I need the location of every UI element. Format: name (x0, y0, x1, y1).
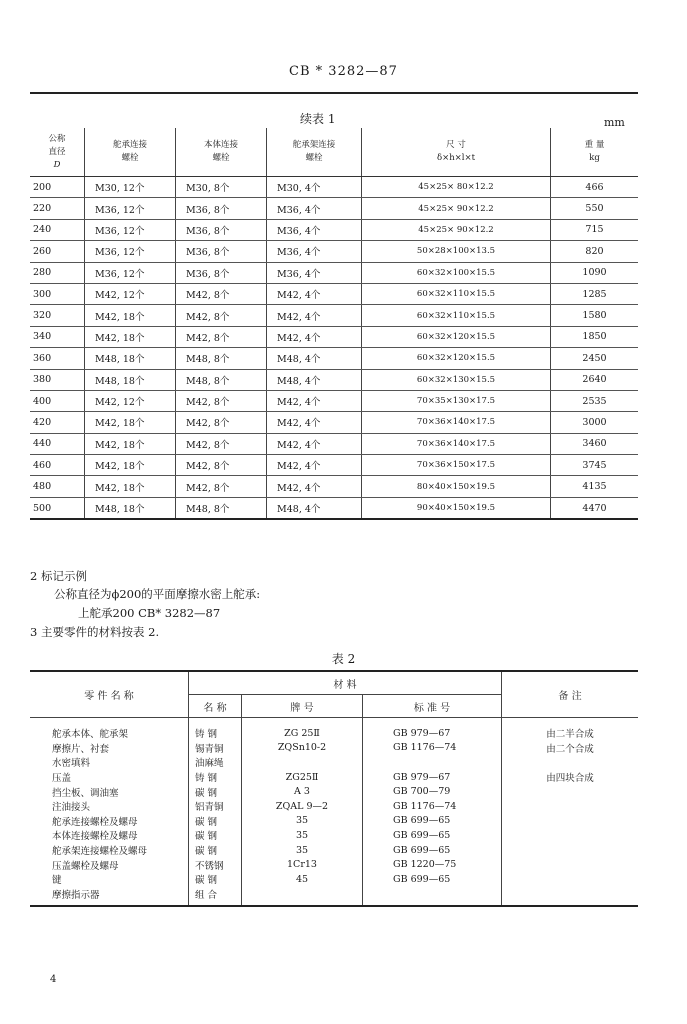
table-row (30, 497, 638, 519)
bearing-bolt-cell: M30, 12个 (85, 177, 176, 198)
remark-cell: 由四块合成 (546, 773, 594, 785)
bracket-bolt-cell: M48, 4个 (267, 497, 362, 519)
bracket-bolt-cell: M36, 4个 (267, 262, 362, 283)
table-row (30, 241, 638, 262)
dimension-cell: 90×40×150×19.5 (362, 497, 551, 519)
part-name-cell: 键 (30, 872, 189, 887)
remark-cell: 由二个合成 (546, 743, 594, 755)
standard-cell: GB 1220—75 (363, 857, 502, 872)
dimension-cell: 60×32×130×15.5 (362, 369, 551, 390)
bracket-bolt-cell: M36, 4个 (267, 219, 362, 240)
header-weight: 重 量 kg (551, 128, 639, 177)
bolt-dimension-table (30, 128, 638, 520)
table-row (30, 770, 638, 785)
table-row (30, 887, 638, 907)
diameter-cell: 320 (30, 305, 85, 326)
body-bolt-cell: M36, 8个 (176, 241, 267, 262)
table-row (30, 799, 638, 814)
table-row (30, 305, 638, 326)
bearing-bolt-cell: M36, 12个 (85, 219, 176, 240)
bearing-bolt-cell: M42, 18个 (85, 326, 176, 347)
dimension-cell: 45×25× 80×12.2 (362, 177, 551, 198)
body-bolt-cell: M42, 8个 (176, 305, 267, 326)
table-row (30, 177, 638, 198)
weight-cell: 820 (551, 241, 639, 262)
table2-header-row-1 (30, 671, 638, 695)
weight-cell: 715 (551, 219, 639, 240)
diameter-cell: 260 (30, 241, 85, 262)
remark-cell (502, 814, 639, 829)
weight-cell: 1090 (551, 262, 639, 283)
body-bolt-cell: M36, 8个 (176, 262, 267, 283)
diameter-cell: 360 (30, 348, 85, 369)
body-bolt-cell: M42, 8个 (176, 433, 267, 454)
standard-cell: GB 699—65 (363, 872, 502, 887)
bracket-bolt-cell: M36, 4个 (267, 198, 362, 219)
diameter-cell: 240 (30, 219, 85, 240)
part-name-cell: 注油接头 (30, 799, 189, 814)
part-name-cell: 摩擦片、衬套 (30, 741, 189, 756)
section2-heading: 2 标记示例 (30, 569, 87, 583)
body-bolt-cell: M36, 8个 (176, 198, 267, 219)
header-dimensions: 尺 寸 δ×h×l×t (362, 128, 551, 177)
diameter-cell: 380 (30, 369, 85, 390)
table-row (30, 283, 638, 304)
standard-cell (363, 887, 502, 907)
bearing-bolt-cell: M36, 12个 (85, 241, 176, 262)
weight-cell: 1285 (551, 283, 639, 304)
dimension-cell: 45×25× 90×12.2 (362, 198, 551, 219)
diameter-cell: 340 (30, 326, 85, 347)
bearing-bolt-cell: M42, 12个 (85, 390, 176, 411)
body-bolt-cell: M42, 8个 (176, 326, 267, 347)
part-name-cell: 舵承本体、舵承架 (30, 718, 189, 741)
grade-cell: 35 (242, 843, 363, 858)
material-name-cell: 碳 钢 (189, 843, 242, 858)
remark-cell (502, 755, 639, 770)
body-bolt-cell: M30, 8个 (176, 177, 267, 198)
bracket-bolt-cell: M42, 4个 (267, 305, 362, 326)
remark-cell (502, 872, 639, 887)
body-bolt-cell: M42, 8个 (176, 412, 267, 433)
table-row (30, 326, 638, 347)
diameter-cell: 200 (30, 177, 85, 198)
bearing-bolt-cell: M36, 12个 (85, 262, 176, 283)
dimension-cell: 60×32×110×15.5 (362, 305, 551, 326)
body-bolt-cell: M42, 8个 (176, 476, 267, 497)
diameter-cell: 400 (30, 390, 85, 411)
grade-cell: 1Cr13 (242, 857, 363, 872)
table-row (30, 348, 638, 369)
grade-cell: ZG25Ⅱ (242, 770, 363, 785)
standard-cell: GB 1176—74 (363, 741, 502, 756)
table1-caption: 续表 1 (300, 112, 336, 126)
table1-body (30, 177, 638, 520)
header-rule (30, 92, 638, 94)
material-name-cell: 油麻绳 (189, 755, 242, 770)
material-name-cell: 铸 钢 (189, 718, 242, 741)
dimension-cell: 60×32×120×15.5 (362, 348, 551, 369)
standard-cell: GB 699—65 (363, 814, 502, 829)
dimension-cell: 60×32×120×15.5 (362, 326, 551, 347)
weight-cell: 2640 (551, 369, 639, 390)
material-name-cell: 铸 钢 (189, 770, 242, 785)
standard-cell: GB 979—67 (363, 770, 502, 785)
diameter-cell: 460 (30, 455, 85, 476)
page-number: 4 (50, 974, 57, 985)
dimension-cell: 50×28×100×13.5 (362, 241, 551, 262)
part-name-cell: 舵承连接螺栓及螺母 (30, 814, 189, 829)
weight-cell: 3000 (551, 412, 639, 433)
grade-cell: 45 (242, 872, 363, 887)
weight-cell: 4135 (551, 476, 639, 497)
grade-cell: 35 (242, 828, 363, 843)
bearing-bolt-cell: M36, 12个 (85, 198, 176, 219)
bearing-bolt-cell: M48, 18个 (85, 369, 176, 390)
diameter-cell: 220 (30, 198, 85, 219)
table-row (30, 262, 638, 283)
table-row (30, 741, 638, 756)
dimension-cell: 70×36×140×17.5 (362, 433, 551, 454)
part-name-cell: 水密填料 (30, 755, 189, 770)
header-bearing-bolt: 舵承连接 螺栓 (85, 128, 176, 177)
weight-cell: 1580 (551, 305, 639, 326)
body-bolt-cell: M48, 8个 (176, 369, 267, 390)
material-name-cell: 碳 钢 (189, 828, 242, 843)
part-name-cell: 压盖螺栓及螺母 (30, 857, 189, 872)
remark-cell (502, 799, 639, 814)
material-name-cell: 组 合 (189, 887, 242, 907)
table2-caption: 表 2 (331, 652, 356, 666)
table-row (30, 814, 638, 829)
part-name-cell: 压盖 (30, 770, 189, 785)
bracket-bolt-cell: M30, 4个 (267, 177, 362, 198)
weight-cell: 2535 (551, 390, 639, 411)
weight-cell: 2450 (551, 348, 639, 369)
diameter-cell: 280 (30, 262, 85, 283)
bracket-bolt-cell: M36, 4个 (267, 241, 362, 262)
diameter-cell: 300 (30, 283, 85, 304)
body-bolt-cell: M42, 8个 (176, 283, 267, 304)
body-bolt-cell: M48, 8个 (176, 348, 267, 369)
body-bolt-cell: M42, 8个 (176, 390, 267, 411)
remark-cell (502, 843, 639, 858)
bracket-bolt-cell: M42, 4个 (267, 476, 362, 497)
header-remark: 备 注 (502, 671, 639, 718)
bracket-bolt-cell: M42, 4个 (267, 283, 362, 304)
marking-example: 上舵承200 CB* 3282—87 (78, 606, 221, 620)
standard-cell (363, 755, 502, 770)
bracket-bolt-cell: M42, 4个 (267, 433, 362, 454)
dimension-cell: 45×25× 90×12.2 (362, 219, 551, 240)
grade-cell (242, 755, 363, 770)
section2-line1: 公称直径为ϕ200的平面摩擦水密上舵承: (54, 587, 261, 601)
body-bolt-cell: M48, 8个 (176, 497, 267, 519)
header-material-name: 名 称 (189, 695, 242, 718)
grade-cell (242, 887, 363, 907)
bearing-bolt-cell: M42, 12个 (85, 283, 176, 304)
bracket-bolt-cell: M48, 4个 (267, 369, 362, 390)
dimension-cell: 70×35×130×17.5 (362, 390, 551, 411)
bearing-bolt-cell: M42, 18个 (85, 455, 176, 476)
weight-cell: 3460 (551, 433, 639, 454)
grade-cell: ZG 25Ⅱ (242, 718, 363, 741)
header-standard: 标 准 号 (363, 695, 502, 718)
body-bolt-cell: M36, 8个 (176, 219, 267, 240)
standard-cell: GB 1176—74 (363, 799, 502, 814)
part-name-cell: 摩擦指示器 (30, 887, 189, 907)
standard-cell: GB 979—67 (363, 718, 502, 741)
weight-cell: 3745 (551, 455, 639, 476)
table-row (30, 755, 638, 770)
body-bolt-cell: M42, 8个 (176, 455, 267, 476)
table-row (30, 369, 638, 390)
table2-body (30, 718, 638, 907)
bearing-bolt-cell: M48, 18个 (85, 348, 176, 369)
materials-table (30, 670, 638, 907)
diameter-cell: 420 (30, 412, 85, 433)
remark-cell (502, 887, 639, 907)
weight-cell: 550 (551, 198, 639, 219)
section3-heading: 3 主要零件的材料按表 2. (30, 625, 160, 639)
table1-header-row (30, 128, 638, 177)
dimension-cell: 70×36×140×17.5 (362, 412, 551, 433)
dimension-cell: 80×40×150×19.5 (362, 476, 551, 497)
bracket-bolt-cell: M42, 4个 (267, 455, 362, 476)
table-row (30, 412, 638, 433)
standard-cell: GB 699—65 (363, 843, 502, 858)
weight-cell: 4470 (551, 497, 639, 519)
dimension-cell: 70×36×150×17.5 (362, 455, 551, 476)
header-grade: 牌 号 (242, 695, 363, 718)
header-nominal-diameter: 公称 直径 D (30, 128, 85, 177)
diameter-cell: 500 (30, 497, 85, 519)
table-row (30, 198, 638, 219)
table-row (30, 843, 638, 858)
bracket-bolt-cell: M42, 4个 (267, 390, 362, 411)
bearing-bolt-cell: M42, 18个 (85, 433, 176, 454)
material-name-cell: 锡青铜 (189, 741, 242, 756)
table-row (30, 433, 638, 454)
standard-cell: GB 700—79 (363, 784, 502, 799)
table-row (30, 857, 638, 872)
grade-cell: ZQAL 9—2 (242, 799, 363, 814)
dimension-cell: 60×32×100×15.5 (362, 262, 551, 283)
table-row (30, 718, 638, 741)
table-row (30, 219, 638, 240)
table-row (30, 476, 638, 497)
remark-cell: 由二半合成 (546, 729, 594, 741)
diameter-cell: 440 (30, 433, 85, 454)
header-part-name: 零 件 名 称 (30, 671, 189, 718)
standard-cell: GB 699—65 (363, 828, 502, 843)
bearing-bolt-cell: M42, 18个 (85, 305, 176, 326)
bearing-bolt-cell: M42, 18个 (85, 476, 176, 497)
header-material: 材 料 (189, 671, 502, 695)
remark-cell (502, 828, 639, 843)
remark-cell (502, 857, 639, 872)
part-name-cell: 舵承架连接螺栓及螺母 (30, 843, 189, 858)
grade-cell: ZQSn10-2 (242, 741, 363, 756)
material-name-cell: 铝青铜 (189, 799, 242, 814)
weight-cell: 466 (551, 177, 639, 198)
material-name-cell: 碳 钢 (189, 784, 242, 799)
bearing-bolt-cell: M48, 18个 (85, 497, 176, 519)
grade-cell: A 3 (242, 784, 363, 799)
part-name-cell: 本体连接螺栓及螺母 (30, 828, 189, 843)
header-bracket-bolt: 舵承架连接 螺栓 (267, 128, 362, 177)
bracket-bolt-cell: M42, 4个 (267, 412, 362, 433)
remark-cell (502, 784, 639, 799)
document-code-header: CB * 3282—87 (289, 64, 398, 79)
header-body-bolt: 本体连接 螺栓 (176, 128, 267, 177)
table-row (30, 872, 638, 887)
grade-cell: 35 (242, 814, 363, 829)
table-row (30, 390, 638, 411)
bracket-bolt-cell: M48, 4个 (267, 348, 362, 369)
table1-unit: mm (604, 116, 625, 129)
material-name-cell: 碳 钢 (189, 814, 242, 829)
bracket-bolt-cell: M42, 4个 (267, 326, 362, 347)
material-name-cell: 不锈钢 (189, 857, 242, 872)
material-name-cell: 碳 钢 (189, 872, 242, 887)
diameter-cell: 480 (30, 476, 85, 497)
table-row (30, 828, 638, 843)
dimension-cell: 60×32×110×15.5 (362, 283, 551, 304)
table-row (30, 784, 638, 799)
bearing-bolt-cell: M42, 18个 (85, 412, 176, 433)
part-name-cell: 挡尘板、调油塞 (30, 784, 189, 799)
table-row (30, 455, 638, 476)
weight-cell: 1850 (551, 326, 639, 347)
